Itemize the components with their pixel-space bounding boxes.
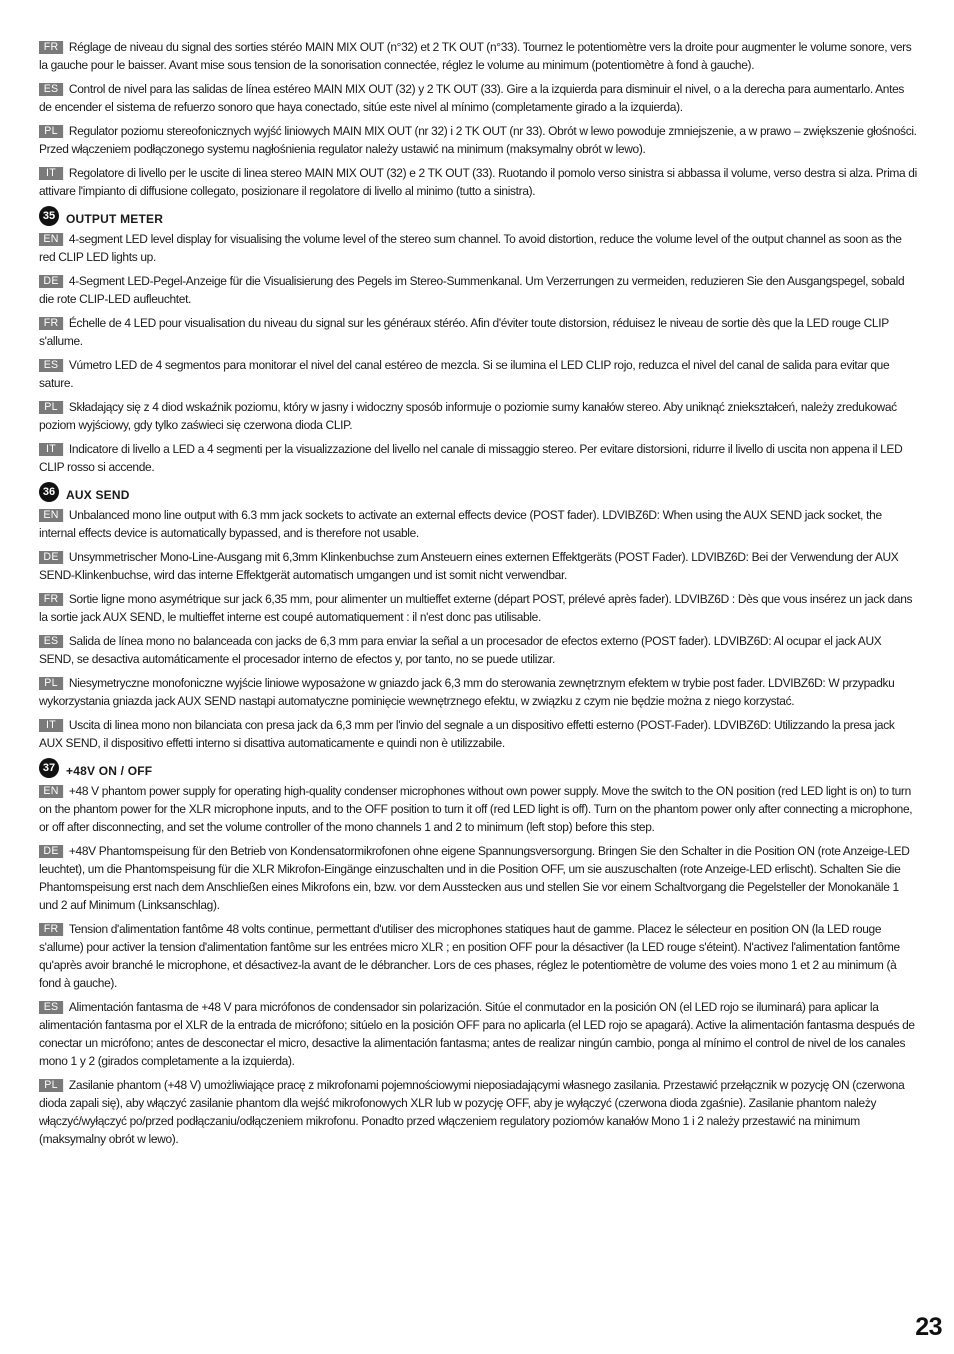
paragraph-text: Unbalanced mono line output with 6.3 mm jack sockets to activate an external effects device (POST fader). LDVIBZ6D: When using the AUX SEND jack socket, the internal effects device is automatically bypassed, and is therefore not usable. <box>39 508 882 540</box>
paragraph-es <box>39 632 917 668</box>
paragraph-es <box>39 356 917 392</box>
intro-block <box>39 38 917 200</box>
paragraph-pl <box>39 122 917 158</box>
paragraph-it <box>39 716 917 752</box>
language-tag: EN <box>39 509 63 522</box>
paragraph-pl <box>39 1076 917 1148</box>
language-tag: IT <box>39 443 63 456</box>
paragraph-text: Regulator poziomu stereofonicznych wyjść liniowych MAIN MIX OUT (nr 32) i 2 TK OUT (nr 33). Obrót w lewo powoduje zmniejszenie, a w prawo – zwiększenie głośności. Przed włączeniem podłączonego systemu nagłośnienia regulator należy ustawić na minimum (maksymalny obrót w lewo). <box>39 124 917 156</box>
paragraph-text: Zasilanie phantom (+48 V) umożliwiające pracę z mikrofonami pojemnościowymi nieposiadającymi własnego zasilania. Przestawić przełącznik w pozycję ON (czerwona dioda zapali się), aby włączyć zasilanie phantom dla wejść mikrofonowych XLR lub w pozycję OFF, aby je wyłączyć (czerwona dioda zgaśnie). Zasilanie phantom należy włączyć/wyłączyć po/przed podłączaniu/odłączeniem mikrofonu. Ponadto przed włączeniem regulatory poziomów kanałów Mono 1 i 2 należy przestawić na minimum (maksymalny obrót w lewo). <box>39 1078 905 1146</box>
paragraph-de <box>39 548 917 584</box>
language-tag: FR <box>39 41 63 54</box>
section-heading <box>39 482 917 502</box>
language-tag: FR <box>39 923 63 936</box>
paragraph-pl <box>39 398 917 434</box>
paragraph-fr <box>39 590 917 626</box>
paragraph-text: +48 V phantom power supply for operating high-quality condenser microphones without own power supply. Move the switch to the ON position (red LED light is on) to turn on the phantom power for the XLR microphone inputs, and to the OFF position to turn it off (red LED light is off). Turn on the phantom power only after connecting a microphone, or off after disconnecting, and set the volume controller of the mono channels 1 and 2 to minimum (left stop) before this step. <box>39 784 913 834</box>
language-tag: DE <box>39 275 63 288</box>
paragraph-de <box>39 842 917 914</box>
section-title: OUTPUT METER <box>66 212 164 226</box>
language-tag: FR <box>39 317 63 330</box>
section-number-badge: 37 <box>39 758 59 778</box>
language-tag: PL <box>39 125 63 138</box>
page-number: 23 <box>915 1313 942 1341</box>
paragraph-text: Alimentación fantasma de +48 V para micrófonos de condensador sin polarización. Sitúe el conmutador en la posición ON (el LED rojo se iluminará) para aplicar la alimentación fantasma por el XLR de la entrada de micrófono; sitúelo en la posición OFF para no aplicarla (el LED rojo se apagará). Active la alimentación fantasma después de conectar un micrófono; antes de desconectar el micro, desactive la alimentación fantasma; antes de realizar ningún cambio, ponga al mínimo el control de nivel de los canales mono 1 y 2 (girados completamente a la izquierda). <box>39 1000 915 1068</box>
language-tag: PL <box>39 401 63 414</box>
paragraph-text: Tension d'alimentation fantôme 48 volts continue, permettant d'utiliser des microphones statiques haut de gamme. Placez le sélecteur en position ON (la LED rouge s'allume) pour activer la tension d'alimentation fantôme sur les entrées micro XLR ; en position OFF pour la désactiver (la LED rouge s'éteint). N'activez l'alimentation fantôme qu'après avoir branché le microphone, et désactivez-la avant de le débrancher. Lors de ces phases, réglez le potentiomètre de volume des voies mono 1 et 2 au minimum (à fond à gauche). <box>39 922 900 990</box>
paragraph-text: 4-segment LED level display for visualising the volume level of the stereo sum channel. To avoid distortion, reduce the volume level of the output channel as soon as the red CLIP LED lights up. <box>39 232 902 264</box>
language-tag: PL <box>39 1079 63 1092</box>
paragraph-text: Uscita di linea mono non bilanciata con presa jack da 6,3 mm per l'invio del segnale a un dispositivo effetti esterno (POST-Fader). LDVIBZ6D: Utilizzando la presa jack AUX SEND, il dispositivo effetti interno si disattiva automaticamente e quindi non è utilizzabile. <box>39 718 895 750</box>
paragraph-en <box>39 782 917 836</box>
section-number-badge: 35 <box>39 206 59 226</box>
language-tag: ES <box>39 359 63 372</box>
section <box>39 206 917 476</box>
paragraph-text: Échelle de 4 LED pour visualisation du niveau du signal sur les généraux stéréo. Afin d'éviter toute distorsion, réduisez le niveau de sortie dès que la LED rouge CLIP s'allume. <box>39 316 889 348</box>
language-tag: ES <box>39 1001 63 1014</box>
language-tag: EN <box>39 785 63 798</box>
paragraph-en <box>39 230 917 266</box>
paragraph-pl <box>39 674 917 710</box>
document-body <box>39 38 917 1154</box>
section-heading <box>39 758 917 778</box>
paragraph-text: Salida de línea mono no balanceada con jacks de 6,3 mm para enviar la señal a un procesador de efectos externo (POST fader). LDVIBZ6D: Al ocupar el jack AUX SEND, se desactiva automáticamente el procesador interno de efectos y, por tanto, no se puede utilizar. <box>39 634 882 666</box>
paragraph-text: Unsymmetrischer Mono-Line-Ausgang mit 6,3mm Klinkenbuchse zum Ansteuern eines externen Effektgeräts (POST Fader). LDVIBZ6D: Bei der Verwendung der AUX SEND-Klinkenbuchse, wird das interne Effektgerät automatisch umgangen und ist somit nicht verwendbar. <box>39 550 899 582</box>
paragraph-fr <box>39 314 917 350</box>
paragraph-text: +48V Phantomspeisung für den Betrieb von Kondensatormikrofonen ohne eigene Spannungsversorgung. Bringen Sie den Schalter in die Position ON (rote Anzeige-LED leuchtet), um die Phantomspeisung für die XLR Mikrofon-Eingänge einzuschalten und in die Position OFF, um sie auszuschalten (rote Anzeige-LED erlischt). Schalten Sie die Phantomspeisung erst nach dem Anschließen eines Mikrofons ein, bzw. vor dem Ausstecken aus und stellen Sie vor einem Schaltvorgang die Pegelsteller der Monokanäle 1 und 2 auf Minimum (Linksanschlag). <box>39 844 910 912</box>
paragraph-text: Indicatore di livello a LED a 4 segmenti per la visualizzazione del livello nel canale di missaggio stereo. Per evitare distorsioni, ridurre il livello di uscita non appena il LED CLIP rosso si accende. <box>39 442 903 474</box>
language-tag: ES <box>39 635 63 648</box>
paragraph-text: Control de nivel para las salidas de línea estéreo MAIN MIX OUT (32) y 2 TK OUT (33). Gire a la izquierda para disminuir el nivel, o a la derecha para aumentarlo. Antes de encender el sistema de refuerzo sonoro que haya conectado, sitúe este nivel al mínimo (completamente girado a la izquierda). <box>39 82 905 114</box>
paragraph-text: 4-Segment LED-Pegel-Anzeige für die Visualisierung des Pegels im Stereo-Summenkanal. Um Verzerrungen zu vermeiden, reduzieren Sie den Ausgangspegel, sobald die rote CLIP-LED aufleuchtet. <box>39 274 905 306</box>
paragraph-en <box>39 506 917 542</box>
paragraph-text: Réglage de niveau du signal des sorties stéréo MAIN MIX OUT (n°32) et 2 TK OUT (n°33). Tournez le potentiomètre vers la droite pour augmenter le volume sonore, vers la gauche pour le baisser. Avant mise sous tension de la sonorisation connectée, réglez le volume au minimum (potentiomètre à fond à gauche). <box>39 40 912 72</box>
paragraph-fr <box>39 920 917 992</box>
paragraph-text: Składający się z 4 diod wskaźnik poziomu, który w jasny i widoczny sposób informuje o poziomie sumy kanałów stereo. Aby uniknąć zniekształceń, należy zredukować poziom wyjściowy, gdy tylko zaświeci się czerwona dioda CLIP. <box>39 400 897 432</box>
section-title: AUX SEND <box>66 488 130 502</box>
language-tag: PL <box>39 677 63 690</box>
section <box>39 482 917 752</box>
language-tag: IT <box>39 167 63 180</box>
paragraph-es <box>39 998 917 1070</box>
paragraph-text: Regolatore di livello per le uscite di linea stereo MAIN MIX OUT (32) e 2 TK OUT (33). Ruotando il pomolo verso sinistra si abbassa il volume, verso destra si alza. Prima di attivare l'impianto di diffusione collegato, posizionare il regolatore di livello al minimo (tutto a sinistra). <box>39 166 917 198</box>
paragraph-text: Sortie ligne mono asymétrique sur jack 6,35 mm, pour alimenter un multieffet externe (départ POST, prélevé après fader). LDVIBZ6D : Dès que vous insérez un jack dans la sortie jack AUX SEND, le multieffet interne est coupé automatiquement : il n'est donc pas utilisable. <box>39 592 913 624</box>
sections-block <box>39 206 917 1148</box>
language-tag: IT <box>39 719 63 732</box>
paragraph-it <box>39 164 917 200</box>
paragraph-text: Vúmetro LED de 4 segmentos para monitorar el nivel del canal estéreo de mezcla. Si se ilumina el LED CLIP rojo, reduzca el nivel del canal de salida para evitar que sature. <box>39 358 890 390</box>
section-heading <box>39 206 917 226</box>
paragraph-de <box>39 272 917 308</box>
language-tag: DE <box>39 551 63 564</box>
language-tag: EN <box>39 233 63 246</box>
language-tag: ES <box>39 83 63 96</box>
section-title: +48V ON / OFF <box>66 764 153 778</box>
language-tag: FR <box>39 593 63 606</box>
section <box>39 758 917 1148</box>
language-tag: DE <box>39 845 63 858</box>
paragraph-it <box>39 440 917 476</box>
section-number-badge: 36 <box>39 482 59 502</box>
paragraph-es <box>39 80 917 116</box>
paragraph-text: Niesymetryczne monofoniczne wyjście liniowe wyposażone w gniazdo jack 6,3 mm do sterowania zewnętrznym efektem w trybie post fader. LDVIBZ6D: W przypadku wykorzystania gniazda jack AUX SEND nastąpi automatyczne pominięcie wewnętrznego efektu, w związku z czym nie będzie można z niego korzystać. <box>39 676 895 708</box>
paragraph-fr <box>39 38 917 74</box>
